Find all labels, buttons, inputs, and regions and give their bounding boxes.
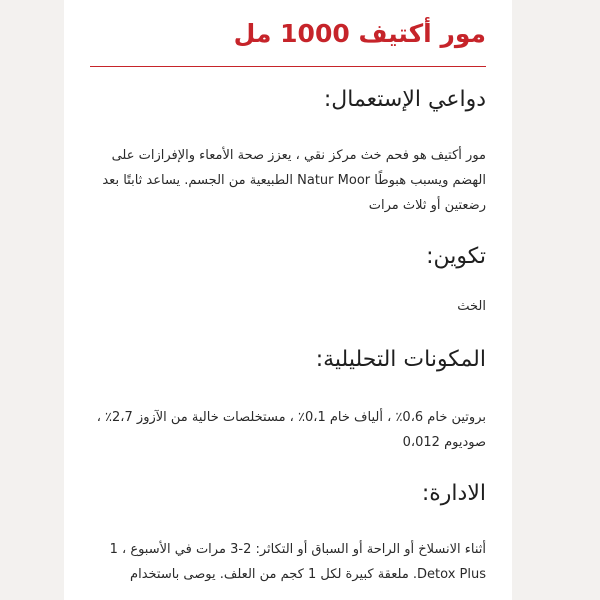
analytical-constituents-heading: المكونات التحليلية: <box>315 347 486 372</box>
product-description-content <box>64 0 512 587</box>
analytical-constituents-text: بروتين خام 0،6٪ ، ألياف خام 0،1٪ ، مستخلصات خالية من الآزوز 2،7٪ ، صوديوم 0،012 <box>96 410 486 450</box>
product-title: مور أكتيف 1000 مل <box>233 19 486 48</box>
title-divider <box>90 66 486 67</box>
product-description-panel <box>64 0 512 600</box>
usage-heading: دواعي الإستعمال: <box>323 87 486 112</box>
composition-text: الخث <box>457 299 486 314</box>
administration-text: أثناء الانسلاخ أو الراحة أو السباق أو التكاثر: 2-3 مرات في الأسبوع ، 1 Detox Plus. ملعقة كبيرة لكل 1 كجم من العلف. يوصى باستخدام <box>109 542 486 582</box>
composition-heading: تكوين: <box>426 244 486 269</box>
administration-heading: الادارة: <box>421 481 486 506</box>
usage-text: مور أكتيف هو فحم خث مركز نقي ، يعزز صحة الأمعاء والإفرازات على الهضم ويسبب هبوطًا Natur Moor الطبيعية من الجسم. يساعد ثابتًا بعد رضعتين أو ثلاث مرات <box>102 148 486 213</box>
